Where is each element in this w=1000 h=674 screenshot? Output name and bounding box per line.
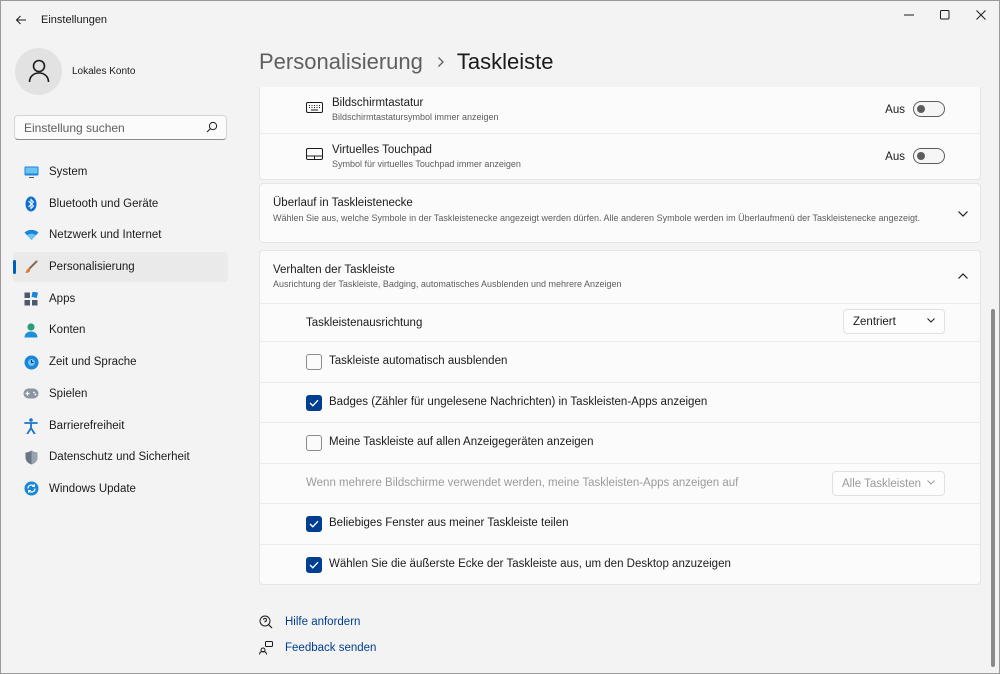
- setting-row-virtual-touchpad: [260, 133, 980, 179]
- virtual-touchpad-toggle[interactable]: [913, 148, 945, 164]
- setting-row-alignment: [260, 303, 980, 341]
- page-title: Taskleiste: [456, 49, 554, 74]
- sidebar-item-label: Windows Update: [49, 482, 136, 495]
- close-button[interactable]: [963, 3, 999, 27]
- chevron-down-icon: [927, 480, 935, 485]
- breadcrumb-parent[interactable]: Personalisierung: [259, 49, 423, 74]
- sidebar-item-label: Netzwerk und Internet: [49, 229, 162, 242]
- get-help-label: Hilfe anfordern: [285, 616, 361, 628]
- minimize-button[interactable]: [891, 3, 927, 27]
- sidebar-item-windows-update[interactable]: [13, 474, 228, 504]
- maximize-icon: [940, 10, 950, 20]
- setting-description: Bildschirmtastatursymbol immer anzeigen: [332, 112, 499, 122]
- expander-title: Verhalten der Taskleiste: [273, 264, 395, 276]
- person-icon: [23, 322, 39, 338]
- taskbar-corner-icons-card: [259, 87, 981, 180]
- get-help-link[interactable]: [259, 609, 376, 635]
- corner-overflow-expander[interactable]: [259, 183, 981, 243]
- checkbox-label: Beliebiges Fenster aus meiner Taskleiste teilen: [329, 517, 569, 529]
- settings-content: [259, 87, 981, 585]
- update-icon: [23, 481, 39, 497]
- chevron-down-icon: [927, 318, 935, 323]
- alignment-dropdown[interactable]: [843, 309, 945, 334]
- chevron-up-icon: [958, 273, 968, 279]
- checkbox-label: Wählen Sie die äußerste Ecke der Taskleiste aus, um den Desktop anzuzeigen: [329, 557, 731, 570]
- taskbar-behavior-section: [259, 250, 981, 585]
- back-button[interactable]: [9, 8, 33, 32]
- title-bar: [1, 1, 999, 39]
- wifi-icon: [23, 227, 39, 243]
- share-window-checkbox[interactable]: [306, 516, 322, 532]
- setting-row-multi-display: [260, 463, 980, 504]
- setting-title: Bildschirmtastatur: [332, 97, 424, 109]
- toggle-state-label: Aus: [885, 104, 905, 116]
- sidebar-item-label: Personalisierung: [49, 261, 135, 274]
- avatar: [15, 48, 62, 95]
- sidebar-item-network[interactable]: [13, 220, 228, 250]
- show-desktop-checkbox[interactable]: [306, 557, 322, 573]
- maximize-button[interactable]: [927, 3, 963, 27]
- feedback-link[interactable]: [259, 635, 376, 661]
- multi-display-dropdown: [832, 471, 945, 496]
- setting-row-all-displays: [260, 422, 980, 463]
- checkbox-label: Badges (Zähler für ungelesene Nachrichten) in Taskleisten-Apps anzeigen: [329, 395, 708, 408]
- sidebar-item-label: Barrierefreiheit: [49, 419, 125, 432]
- sidebar-item-label: Bluetooth und Geräte: [49, 197, 159, 210]
- sidebar-item-label: Apps: [49, 292, 76, 305]
- keyboard-icon: [306, 101, 323, 116]
- setting-row-show-desktop: [260, 544, 980, 585]
- apps-icon: [23, 291, 39, 307]
- feedback-icon: [259, 641, 273, 655]
- close-icon: [976, 10, 986, 20]
- checkmark-icon: [309, 399, 319, 407]
- sidebar-item-accounts[interactable]: [13, 315, 228, 345]
- checkmark-icon: [309, 520, 319, 528]
- sidebar-item-label: Zeit und Sprache: [49, 356, 137, 369]
- setting-title: Virtuelles Touchpad: [332, 144, 432, 156]
- sidebar-item-system[interactable]: [13, 157, 228, 187]
- bluetooth-icon: [23, 196, 39, 212]
- globe-clock-icon: [23, 354, 39, 370]
- user-avatar-icon: [28, 59, 50, 83]
- badges-checkbox[interactable]: [306, 395, 322, 411]
- sidebar-item-label: Konten: [49, 324, 86, 337]
- dropdown-value: Zentriert: [853, 316, 896, 328]
- sidebar-item-privacy[interactable]: [13, 442, 228, 472]
- expander-description: Ausrichtung der Taskleiste, Badging, automatisches Ausblenden und mehrere Anzeigen: [273, 279, 622, 289]
- touch-keyboard-toggle[interactable]: [913, 101, 945, 117]
- setting-description: Symbol für virtuelles Touchpad immer anzeigen: [332, 159, 521, 169]
- setting-row-touch-keyboard: [260, 87, 980, 133]
- help-icon: [259, 615, 273, 629]
- minimize-icon: [904, 10, 914, 20]
- monitor-icon: [23, 164, 39, 180]
- checkbox-label: Meine Taskleiste auf allen Anzeigegeräten anzeigen: [329, 436, 594, 448]
- sidebar-item-label: System: [49, 166, 88, 178]
- search-input[interactable]: [14, 115, 227, 140]
- sidebar-item-label: Spielen: [49, 387, 88, 400]
- setting-row-share-window: [260, 503, 980, 544]
- chevron-right-icon: [437, 56, 445, 68]
- checkbox-label: Taskleiste automatisch ausblenden: [329, 355, 508, 367]
- multi-display-label: Wenn mehrere Bildschirme verwendet werden, meine Taskleisten-Apps anzeigen auf: [306, 476, 739, 489]
- back-arrow-icon: [15, 14, 27, 26]
- expander-title: Überlauf in Taskleistenecke: [273, 197, 413, 209]
- setting-row-auto-hide: [260, 341, 980, 382]
- chevron-down-icon: [958, 211, 968, 217]
- toggle-knob: [917, 105, 925, 113]
- alignment-label: Taskleistenausrichtung: [306, 317, 423, 329]
- sidebar-item-time-language[interactable]: [13, 347, 228, 377]
- sidebar-item-personalization[interactable]: [13, 252, 228, 282]
- toggle-knob: [917, 152, 925, 160]
- app-title: Einstellungen: [41, 14, 108, 26]
- setting-row-badges: [260, 382, 980, 423]
- sidebar-item-bluetooth[interactable]: [13, 189, 228, 219]
- sidebar-item-apps[interactable]: [13, 284, 228, 314]
- sidebar-item-label: Datenschutz und Sicherheit: [49, 451, 190, 464]
- sidebar-nav: [13, 157, 228, 506]
- all-displays-checkbox[interactable]: [306, 435, 322, 451]
- breadcrumb: [259, 47, 553, 77]
- scrollbar[interactable]: [991, 309, 995, 667]
- toggle-state-label: Aus: [885, 151, 905, 163]
- brush-icon: [23, 259, 39, 275]
- dropdown-value: Alle Taskleisten: [842, 477, 922, 490]
- taskbar-behavior-expander[interactable]: [260, 251, 980, 303]
- search-placeholder: Einstellung suchen: [24, 121, 125, 135]
- auto-hide-checkbox[interactable]: [306, 354, 322, 370]
- expander-description: Wählen Sie aus, welche Symbole in der Taskleistenecke angezeigt werden dürfen. Alle anderen Symbole werden im Überlaufmenü der Taskleistenecke angezeigt.: [273, 213, 921, 223]
- accessibility-icon: [23, 418, 39, 434]
- touchpad-icon: [306, 148, 323, 163]
- search-icon: [206, 121, 218, 133]
- help-links: [259, 609, 376, 661]
- sidebar-item-gaming[interactable]: [13, 379, 228, 409]
- account-profile[interactable]: [15, 47, 135, 95]
- profile-name: Lokales Konto: [72, 65, 136, 77]
- shield-icon: [23, 449, 39, 465]
- gamepad-icon: [23, 386, 39, 402]
- sidebar-item-accessibility[interactable]: [13, 411, 228, 441]
- feedback-label: Feedback senden: [285, 642, 377, 654]
- checkmark-icon: [309, 561, 319, 569]
